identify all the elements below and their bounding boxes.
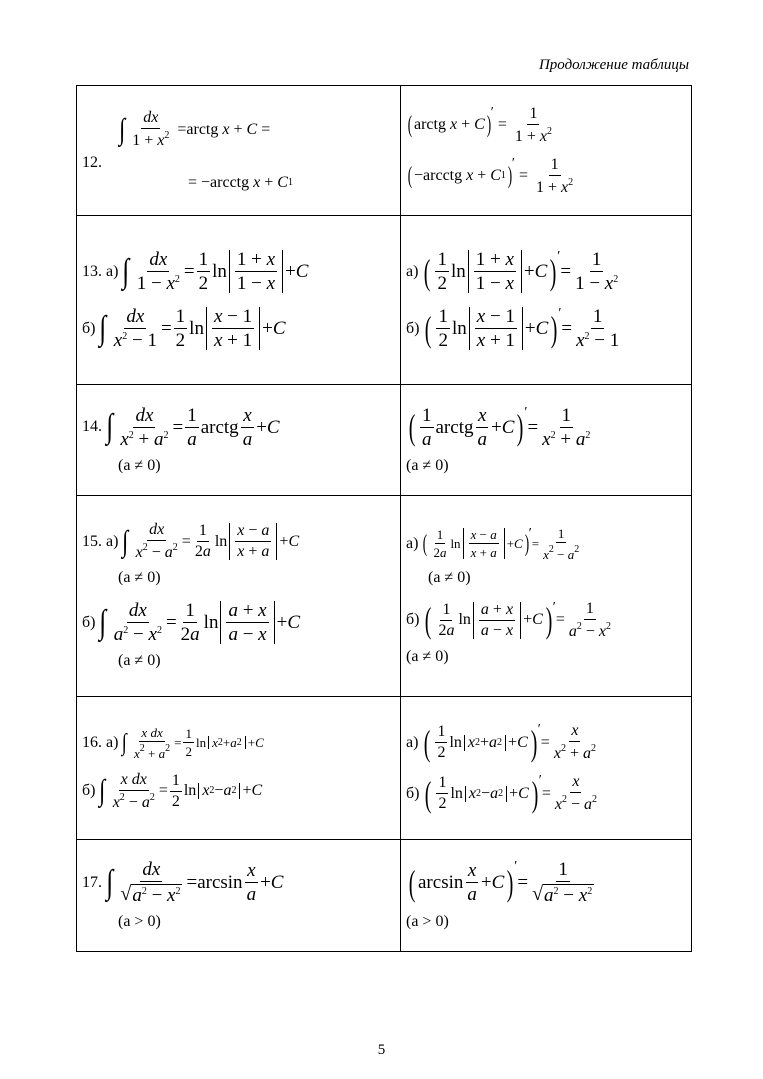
table-row: [77, 840, 692, 952]
formula-cell-14: 14. ∫ $\frac{dx}{x^2 + a^2}$ = $\frac{1}{a}$ arctg $\frac{x}{a}$ + C (a ≠ 0): [77, 385, 401, 496]
condition: (a > 0): [118, 913, 161, 930]
table-row: [77, 86, 692, 216]
check-cell-17: ( arcsin $\frac{x}{a}$ + C ) ′ = 1 √ $a^2 - x^2$ (a > 0): [401, 840, 692, 952]
formula-cell-17: 17. ∫ dx √ $a^2 - x^2$ = arcsin $\frac{x}{a}$ + C (a > 0): [77, 840, 401, 952]
table-row: [77, 697, 692, 840]
page-number: 5: [377, 1042, 386, 1058]
check-cell-12: ( arctg x + C ) ′ = $\frac{1}{1 + x^2}$ ( − arcctg x + C 1 ) ′ = $\frac{1}{1 + x^2}$: [401, 86, 692, 216]
table-row: [77, 385, 692, 496]
formula-cell-16: 16. а) ∫ $\frac{\text{x dx}}{x^2 + a^2}$ = $\frac{1}{2}$ ln x 2 + a 2 + C б) ∫ $\frac{\text{x dx}}{x^2 - a^2}$ = $\frac{1}{2}$ ln x 2 − a 2 + C: [77, 697, 401, 840]
table-caption: Продолжение таблицы: [538, 57, 689, 73]
condition: (a ≠ 0): [406, 647, 449, 665]
condition: (a ≠ 0): [406, 456, 449, 474]
check-cell-16: а) ( $\frac{1}{2}$ ln x 2 + a 2 + C ) ′ = $\frac{x}{x^2 + a^2}$ б) ( $\frac{1}{2}$ ln x 2 − a 2 + C ) ′ = $\frac{x}{x^2 - a^2}$: [401, 697, 692, 840]
check-cell-14: ( $\frac{1}{a}$ arctg $\frac{x}{a}$ + C ) ′ = $\frac{1}{x^2 + a^2}$ (a ≠ 0): [401, 385, 692, 496]
integrals-table: [76, 85, 692, 952]
check-cell-15: а) ( $\frac{1}{2a}$ ln $\frac{x - a}{x + a}$ + C ) ′ = $\frac{1}{x^2 - a^2}$ (a ≠ 0) б) ( $\frac{1}{2a}$ ln $\frac{a + x}{a - x}$ + C ) ′ = $\frac{1}{a^2 - x^2}$ (a ≠ 0): [401, 496, 692, 697]
condition: (a ≠ 0): [118, 456, 161, 474]
formula-cell-13: 13. а) ∫ $\frac{dx}{1 - x^2}$ = $\frac{1}{2}$ ln $\frac{1 + x}{1 - x}$ + C б) ∫ $\frac{dx}{x^2 - 1}$ = $\frac{1}{2}$ ln $\frac{x - 1}{x + 1}$ + C: [77, 216, 401, 385]
condition: (a > 0): [406, 913, 449, 930]
formula-cell-15: 15. а) ∫ $\frac{dx}{x^2 - a^2}$ = $\frac{1}{2a}$ ln $\frac{x - a}{x + a}$ + C (a ≠ 0) б) ∫ $\frac{dx}{a^2 - x^2}$ = $\frac{1}{2a}$ ln $\frac{a + x}{a - x}$ + C (a ≠ 0): [77, 496, 401, 697]
table-row: [77, 496, 692, 697]
formula-cell-12: ∫ $\frac{dx}{1 + x^2}$ = arctg x + C = 12. = − arcctg x + C 1: [77, 86, 401, 216]
check-cell-13: а) ( $\frac{1}{2}$ ln $\frac{1 + x}{1 - x}$ + C ) ′ = $\frac{1}{1 - x^2}$ б) ( $\frac{1}{2}$ ln $\frac{x - 1}{x + 1}$ + C ) ′ = $\frac{1}{x^2 - 1}$: [401, 216, 692, 385]
condition: (a ≠ 0): [118, 569, 161, 586]
condition: (a ≠ 0): [118, 652, 161, 669]
condition: (a ≠ 0): [428, 568, 471, 586]
table-row: [77, 216, 692, 385]
